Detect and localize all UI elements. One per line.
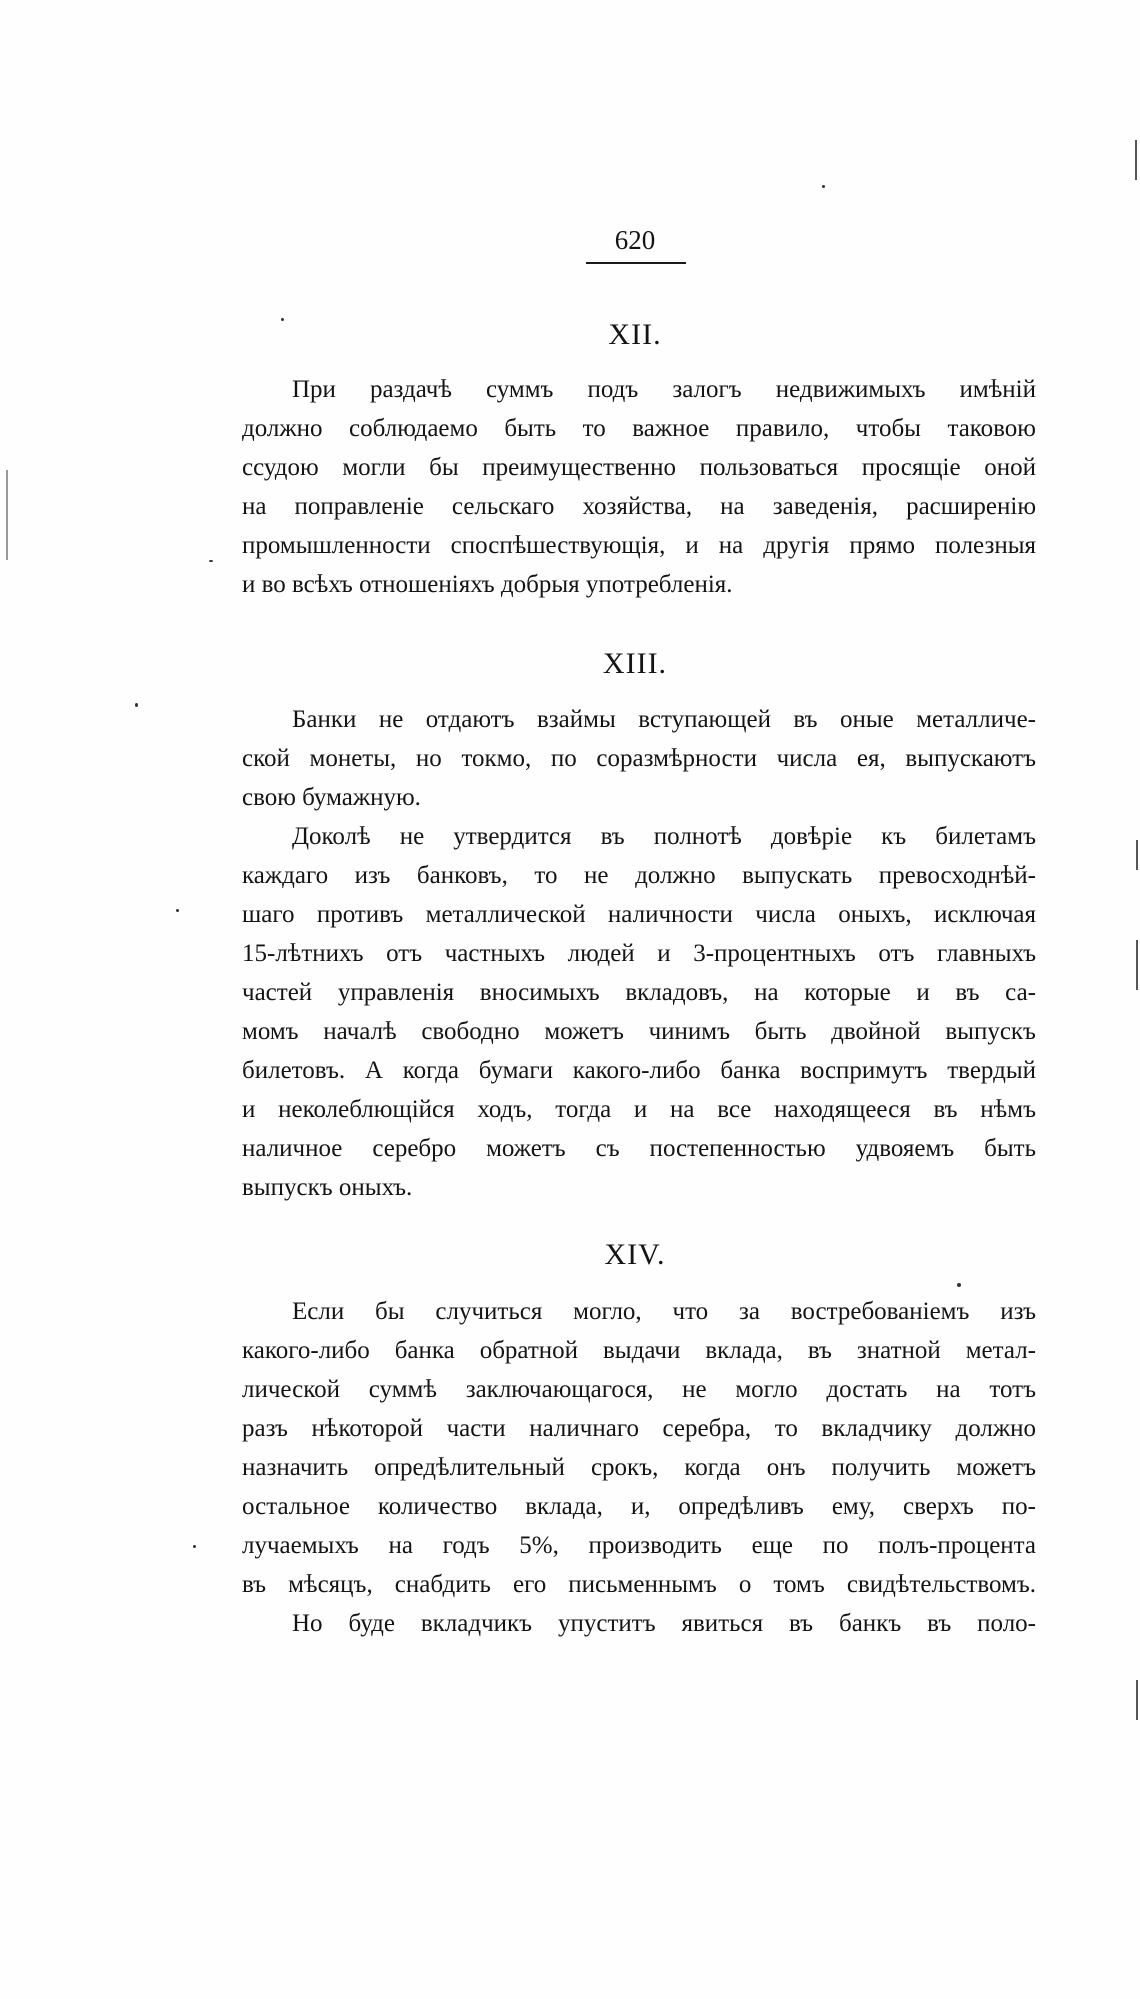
text-line: разъ нѣкоторой части наличнаго серебра, то вкладчику должно (242, 1415, 1036, 1442)
scan-speck (176, 909, 179, 912)
scan-edge-mark (1136, 1680, 1138, 1720)
text-line: ской монеты, но токмо, по соразмѣрности числа ея, выпускаютъ (242, 745, 1036, 772)
text-line: въ мѣсяцъ, снабдить его письменнымъ о томъ свидѣтельствомъ. (242, 1571, 1036, 1598)
text-line: и неколеблющійся ходъ, тогда и на все находящееся въ нѣмъ (242, 1096, 1036, 1123)
text-line: лической суммѣ заключающагося, не могло достать на тотъ (242, 1376, 1036, 1403)
scan-speck (135, 703, 138, 707)
text-line: частей управленія вносимыхъ вкладовъ, на которые и въ са- (242, 979, 1036, 1006)
scan-speck (209, 560, 213, 562)
text-line: Если бы случиться могло, что за востребованіемъ изъ (292, 1298, 1036, 1325)
section-heading-xii: XII. (608, 318, 662, 351)
scan-speck (281, 318, 284, 321)
scan-edge-mark (6, 470, 8, 560)
text-line: остальное количество вклада, и, опредѣливъ ему, сверхъ по- (242, 1493, 1036, 1520)
text-line: Банки не отдаютъ взаймы вступающей въ оные металличе- (292, 706, 1036, 733)
text-line: Но буде вкладчикъ упуститъ явиться въ банкъ въ поло- (292, 1610, 1036, 1637)
text-line: 15-лѣтнихъ отъ частныхъ людей и 3-процентныхъ отъ главныхъ (242, 940, 1036, 967)
text-line: какого-либо банка обратной выдачи вклада, въ знатной метал- (242, 1337, 1036, 1364)
text-line: назначить опредѣлительный срокъ, когда онъ получить можетъ (242, 1454, 1036, 1481)
text-line: Доколѣ не утвердится въ полнотѣ довѣріе къ билетамъ (292, 823, 1036, 850)
text-line: лучаемыхъ на годъ 5%, производить еще по полъ-процента (242, 1532, 1036, 1559)
text-line: свою бумажную. (242, 784, 421, 811)
text-line: каждаго изъ банковъ, то не должно выпускать превосходнѣй- (242, 862, 1036, 889)
page-number: 620 (614, 225, 656, 255)
text-line: на поправленіе сельскаго хозяйства, на заведенія, расширенію (242, 493, 1036, 520)
scan-edge-mark (1135, 140, 1137, 180)
text-line: ссудою могли бы преимущественно пользоваться просящіе оной (242, 454, 1036, 481)
scan-speck (822, 185, 825, 188)
section-heading-xiv: XIV. (604, 1238, 666, 1271)
text-line: шаго противъ металлической наличности числа оныхъ, исключая (242, 901, 1036, 928)
scan-edge-mark (1136, 940, 1138, 990)
text-line: промышленности споспѣшествующія, и на другія прямо полезныя (242, 532, 1036, 559)
text-line: должно соблюдаемо быть то важное правило, чтобы таковою (242, 415, 1036, 442)
text-line: наличное серебро можетъ съ постепенностью удвояемъ быть (242, 1135, 1036, 1162)
section-heading-xiii: XIII. (602, 647, 668, 680)
page-number-rule (586, 262, 686, 264)
text-line: момъ началѣ свободно можетъ чинимъ быть двойной выпускъ (242, 1018, 1036, 1045)
scan-speck (193, 1545, 196, 1548)
scan-speck (957, 1283, 961, 1287)
text-line: выпускъ оныхъ. (242, 1174, 413, 1201)
text-line: и во всѣхъ отношеніяхъ добрыя употребленія. (242, 571, 733, 598)
text-line: билетовъ. А когда бумаги какого-либо банка воспримутъ твердый (242, 1057, 1036, 1084)
scan-edge-mark (1136, 840, 1138, 870)
text-line: При раздачѣ суммъ подъ залогъ недвижимыхъ имѣній (292, 376, 1036, 403)
